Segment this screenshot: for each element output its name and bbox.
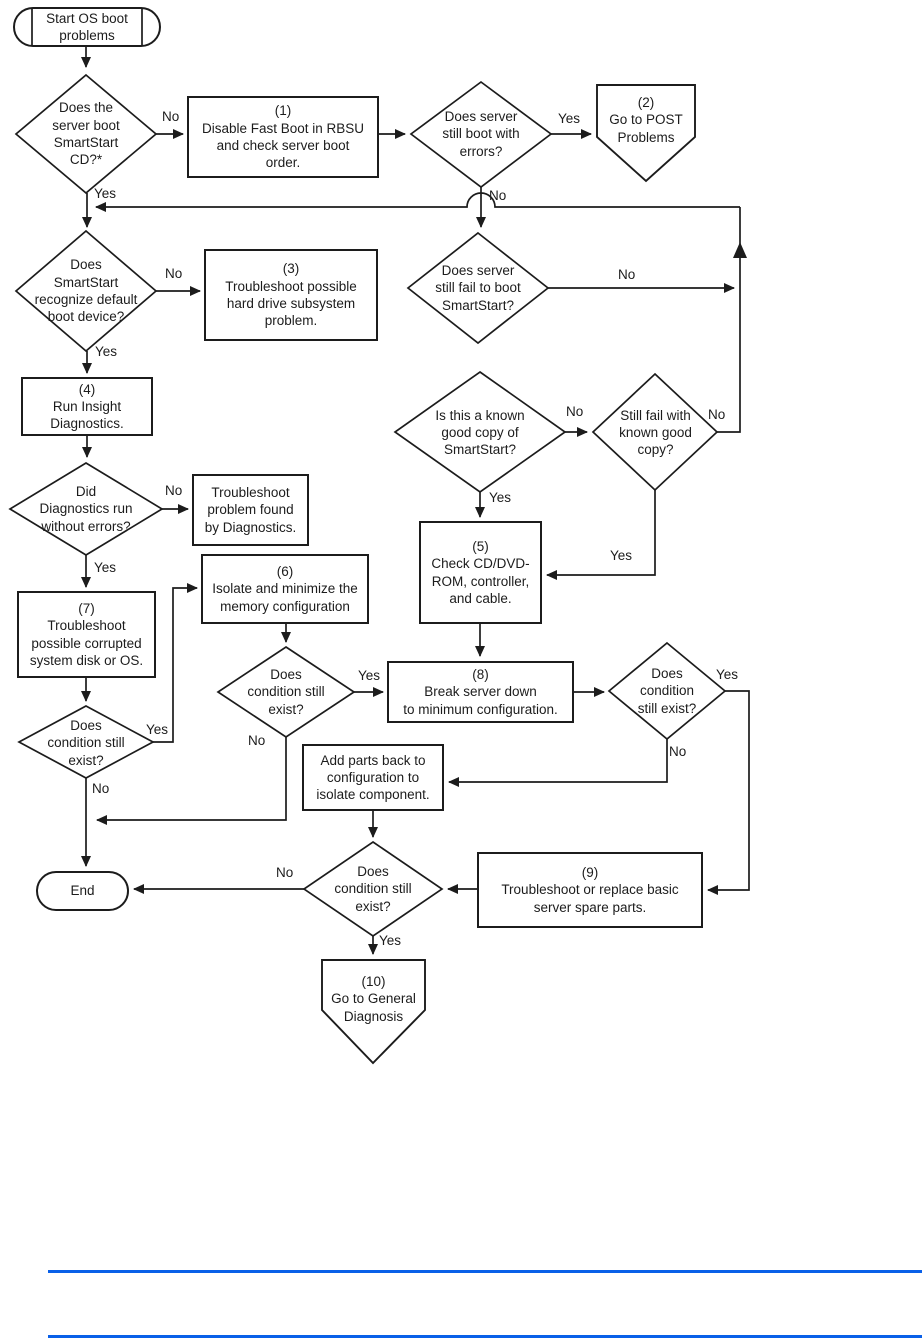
footer-rule-top [48,1270,922,1273]
node-b6-process [202,555,368,623]
b3-label: (3) Troubleshoot possible hard drive subsystem problem. [225,261,357,329]
b1-label: (1) Disable Fast Boot in RBSU and check server boot order. [201,103,365,171]
edge-label-d1-yes: Yes [94,186,117,201]
edge-label-d3-yes: Yes [95,344,118,359]
edge-label-d2-yes: Yes [558,111,581,126]
node-b5-process [420,522,541,623]
d7-label: Does condition still exist? [637,666,697,716]
node-bdiag-process [193,475,308,545]
edge-d10-yes [547,490,655,575]
node-d5-decision [19,706,153,778]
riser-up-arrowhead [733,242,747,258]
edge-label-d7-yes: Yes [716,667,739,682]
node-p10-offpage [322,960,425,1063]
edge-label-d10-no: No [708,407,726,422]
edge-label-d2-no: No [489,188,507,203]
d3-label: Does SmartStart recognize default boot device? [34,257,138,325]
d5-label: Does condition still exist? [47,718,125,768]
p2-label: (2) Go to POST Problems [609,95,683,145]
node-b3-process [205,250,377,340]
node-p2-offpage [597,85,695,181]
edge-label-d4-no: No [165,483,183,498]
b9-label: (9) Troubleshoot or replace basic server spare parts. [501,865,679,915]
node-b7-process [18,592,155,677]
node-d6-decision [218,647,354,737]
edge-label-d6-yes: Yes [358,668,381,683]
d9-label: Is this a known good copy of SmartStart? [435,407,525,458]
flow-connectors [86,46,749,954]
node-d2-decision [411,82,551,187]
edge-d5-yes [153,588,197,742]
edge-label-d7-no: No [669,744,687,759]
d6-label: Does condition still exist? [247,667,325,717]
node-d8-decision [408,233,548,343]
node-d4-decision [10,463,162,555]
edge-d7-yes [708,691,749,890]
b8-label: (8) Break server down to minimum configuration. [403,667,558,717]
node-d1-decision [16,75,156,193]
b4-label: (4) Run Insight Diagnostics. [50,381,124,432]
node-start-terminator [14,8,160,46]
p10-label: (10) Go to General Diagnosis [331,974,416,1024]
edge-label-d10-yes: Yes [610,548,633,563]
addparts-label: Add parts back to configuration to isolate component. [316,752,430,803]
edge-label-d5-no: No [92,781,110,796]
edge-label-d8-no: No [618,267,636,282]
d10-label: Still fail with known good copy? [619,407,692,458]
node-b9-process [478,853,702,927]
edge-right-riser [717,207,740,432]
d8-label: Does server still fail to boot SmartStart? [435,263,521,313]
edge-return-horizontal [96,193,740,207]
node-b8-process [388,662,573,722]
edge-label-d9-no: No [566,404,584,419]
edge-label-d1-no: No [162,109,180,124]
d2-label: Does server still boot with errors? [442,109,520,159]
node-b1-process [188,97,378,177]
edge-label-d5-yes: Yes [146,722,169,737]
d1-label: Does the server boot SmartStart CD?* [52,100,120,168]
node-end-terminator [37,872,128,910]
node-d9-decision [395,372,565,492]
node-addparts-process [303,745,443,810]
start-label: Start OS boot problems [46,10,128,43]
footer-rule-bottom [48,1335,922,1338]
node-d10-decision [593,374,717,490]
b5-label: (5) Check CD/DVD- ROM, controller, and cable. [431,538,530,606]
bdiag-label: Troubleshoot problem found by Diagnostics. [204,485,297,535]
d4-label: Did Diagnostics run without errors? [39,484,133,534]
node-d3-decision [16,231,156,351]
edge-label-d6-no: No [248,733,266,748]
b7-label: (7) Troubleshoot possible corrupted system disk or OS. [29,600,144,668]
node-d11-decision [304,842,442,936]
edge-label-d9-yes: Yes [489,490,512,505]
edge-label-d4-yes: Yes [94,560,117,575]
b6-label: (6) Isolate and minimize the memory configuration [212,564,358,614]
d11-label: Does condition still exist? [334,864,412,914]
edge-label-d3-no: No [165,266,183,281]
edge-d7-no [449,739,667,782]
end-label: End [70,883,95,899]
node-b4-process [22,378,152,435]
node-d7-decision [609,643,725,739]
edge-label-d11-yes: Yes [379,933,402,948]
edge-label-d11-no: No [276,865,294,880]
